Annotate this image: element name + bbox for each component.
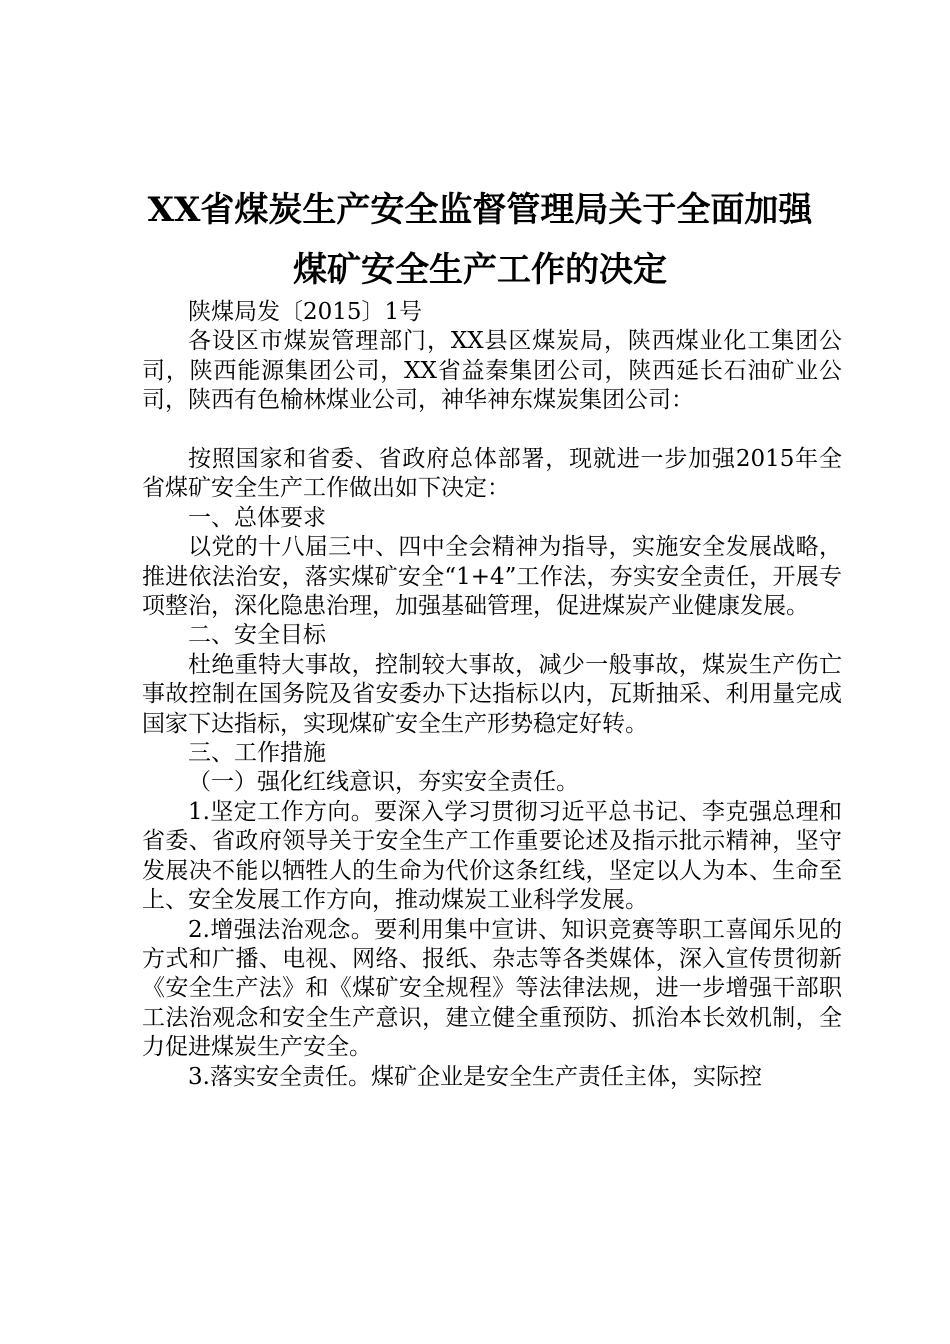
item-2-paragraph: 2.增强法治观念。要利用集中宣讲、知识竞赛等职工喜闻乐见的方式和广播、电视、网络、报纸、杂志等各类媒体，深入宣传贯彻新《安全生产法》和《煤矿安全规程》等法律法规，进一步增强干部职工法治观念和安全生产意识，建立健全重预防、抓治本长效机制，全力促进煤炭生产安全。 xyxy=(142,916,842,1061)
section-1-paragraph: 以党的十八届三中、四中全会精神为指导，实施安全发展战略，推进依法治安，落实煤矿安全“1+4”工作法，夯实安全责任，开展专项整治，深化隐患治理，加强基础管理，促进煤炭产业健康发展。 xyxy=(142,534,842,620)
subsection-1-heading: （一）强化红线意识，夯实安全责任。 xyxy=(188,769,579,796)
item-1-paragraph: 1.坚定工作方向。要深入学习贯彻习近平总书记、李克强总理和省委、省政府领导关于安全生产工作重要论述及指示批示精神，坚守发展决不能以牺牲人的生命为代价这条红线，坚定以人为本、生命至上、安全发展工作方向，推动煤炭工业科学发展。 xyxy=(142,798,842,914)
document-body xyxy=(142,268,842,1092)
addressees-paragraph: 各设区市煤炭管理部门，XX县区煤炭局，陕西煤业化工集团公司，陕西能源集团公司，XX省益秦集团公司，陕西延长石油矿业公司，陕西有色榆林煤业公司，神华神东煤炭集团公司： xyxy=(142,328,842,414)
section-1-heading: 一、总体要求 xyxy=(188,504,326,531)
section-2-heading: 二、安全目标 xyxy=(188,622,326,649)
document-number: 陕煤局发〔2015〕1号 xyxy=(188,299,423,325)
section-3-heading: 三、工作措施 xyxy=(188,740,326,767)
document-title-line-2: 煤矿安全生产工作的决定 xyxy=(293,250,667,290)
section-2-paragraph: 杜绝重特大事故，控制较大事故，减少一般事故，煤炭生产伤亡事故控制在国务院及省安委办下达指标以内，瓦斯抽采、利用量完成国家下达指标，实现煤矿安全生产形势稳定好转。 xyxy=(142,651,842,737)
intro-paragraph: 按照国家和省委、省政府总体部署，现就进一步加强2015年全省煤矿安全生产工作做出如下决定： xyxy=(142,446,842,502)
item-3-paragraph: 3.落实安全责任。煤矿企业是安全生产责任主体，实际控 xyxy=(188,1063,762,1090)
document-title-line-1: XX省煤炭生产安全监督管理局关于全面加强 xyxy=(147,190,813,230)
